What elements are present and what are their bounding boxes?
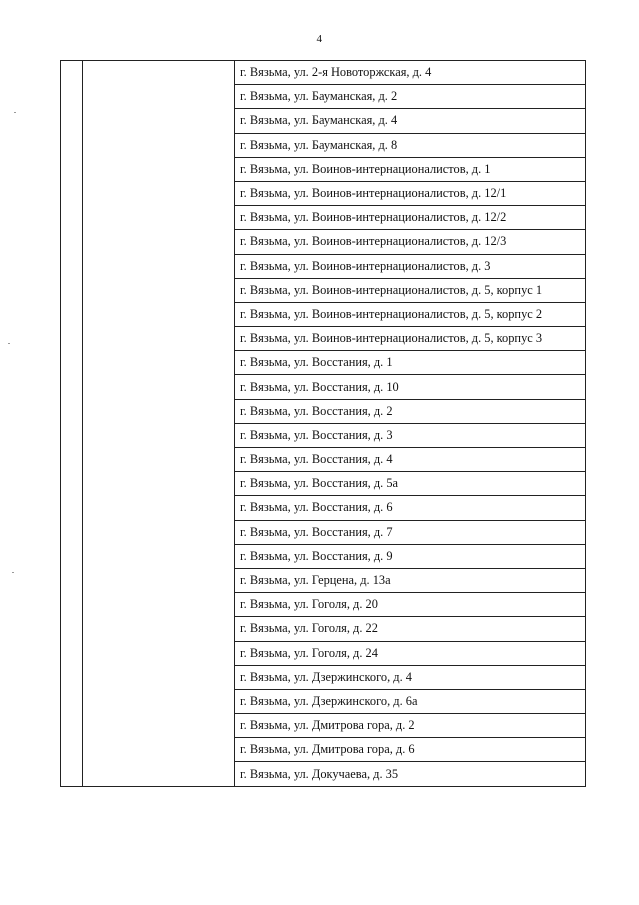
number-cell xyxy=(61,375,83,399)
number-cell xyxy=(61,448,83,472)
table-row xyxy=(61,375,586,399)
number-cell xyxy=(61,61,83,85)
category-cell xyxy=(83,85,235,109)
table-row xyxy=(61,568,586,592)
category-cell xyxy=(83,762,235,786)
table-row xyxy=(61,472,586,496)
category-cell xyxy=(83,593,235,617)
category-cell xyxy=(83,617,235,641)
number-cell xyxy=(61,544,83,568)
address-cell: г. Вязьма, ул. Гоголя, д. 24 xyxy=(235,641,586,665)
address-cell: г. Вязьма, ул. Восстания, д. 3 xyxy=(235,423,586,447)
category-cell xyxy=(83,351,235,375)
category-cell xyxy=(83,544,235,568)
table-row xyxy=(61,181,586,205)
category-cell xyxy=(83,109,235,133)
address-cell: г. Вязьма, ул. Воинов-интернационалистов, д. 3 xyxy=(235,254,586,278)
number-cell xyxy=(61,665,83,689)
category-cell xyxy=(83,641,235,665)
number-cell xyxy=(61,351,83,375)
table-row xyxy=(61,278,586,302)
address-cell: г. Вязьма, ул. Воинов-интернационалистов, д. 12/1 xyxy=(235,181,586,205)
number-cell xyxy=(61,714,83,738)
category-cell xyxy=(83,448,235,472)
address-rows xyxy=(61,61,586,787)
category-cell xyxy=(83,302,235,326)
table-row xyxy=(61,61,586,85)
category-cell xyxy=(83,181,235,205)
table-row xyxy=(61,254,586,278)
number-cell xyxy=(61,278,83,302)
address-cell: г. Вязьма, ул. Дзержинского, д. 4 xyxy=(235,665,586,689)
address-cell: г. Вязьма, ул. Герцена, д. 13а xyxy=(235,568,586,592)
number-cell xyxy=(61,762,83,786)
number-cell xyxy=(61,206,83,230)
address-cell: г. Вязьма, ул. Восстания, д. 7 xyxy=(235,520,586,544)
scan-speck xyxy=(12,572,14,573)
category-cell xyxy=(83,399,235,423)
category-cell xyxy=(83,157,235,181)
table-row xyxy=(61,327,586,351)
address-cell: г. Вязьма, ул. Воинов-интернационалистов, д. 1 xyxy=(235,157,586,181)
category-cell xyxy=(83,738,235,762)
scan-speck xyxy=(8,343,10,344)
table-row xyxy=(61,302,586,326)
address-cell: г. Вязьма, ул. Восстания, д. 4 xyxy=(235,448,586,472)
number-cell xyxy=(61,641,83,665)
table-row xyxy=(61,109,586,133)
table-row xyxy=(61,399,586,423)
number-cell xyxy=(61,109,83,133)
number-cell xyxy=(61,230,83,254)
address-cell: г. Вязьма, ул. Гоголя, д. 20 xyxy=(235,593,586,617)
address-cell: г. Вязьма, ул. Восстания, д. 9 xyxy=(235,544,586,568)
page-number: 4 xyxy=(316,33,323,45)
address-cell: г. Вязьма, ул. Бауманская, д. 2 xyxy=(235,85,586,109)
category-cell xyxy=(83,568,235,592)
category-cell xyxy=(83,375,235,399)
number-cell xyxy=(61,85,83,109)
address-cell: г. Вязьма, ул. Бауманская, д. 8 xyxy=(235,133,586,157)
table-row xyxy=(61,738,586,762)
address-cell: г. Вязьма, ул. Воинов-интернационалистов, д. 5, корпус 3 xyxy=(235,327,586,351)
number-cell xyxy=(61,568,83,592)
address-cell: г. Вязьма, ул. Восстания, д. 2 xyxy=(235,399,586,423)
table-row xyxy=(61,762,586,786)
number-cell xyxy=(61,181,83,205)
number-cell xyxy=(61,254,83,278)
category-cell xyxy=(83,689,235,713)
address-cell: г. Вязьма, ул. 2-я Новоторжская, д. 4 xyxy=(235,61,586,85)
address-cell: г. Вязьма, ул. Воинов-интернационалистов, д. 12/3 xyxy=(235,230,586,254)
address-cell: г. Вязьма, ул. Восстания, д. 6 xyxy=(235,496,586,520)
table-row xyxy=(61,206,586,230)
number-cell xyxy=(61,423,83,447)
category-cell xyxy=(83,206,235,230)
table-row xyxy=(61,157,586,181)
number-cell xyxy=(61,689,83,713)
number-cell xyxy=(61,520,83,544)
table-row xyxy=(61,133,586,157)
address-table xyxy=(60,60,586,787)
address-cell: г. Вязьма, ул. Воинов-интернационалистов, д. 5, корпус 1 xyxy=(235,278,586,302)
address-cell: г. Вязьма, ул. Восстания, д. 1 xyxy=(235,351,586,375)
category-cell xyxy=(83,278,235,302)
number-cell xyxy=(61,302,83,326)
address-cell: г. Вязьма, ул. Дзержинского, д. 6а xyxy=(235,689,586,713)
scan-speck xyxy=(14,112,16,113)
table-row xyxy=(61,85,586,109)
number-cell xyxy=(61,157,83,181)
table-row xyxy=(61,714,586,738)
address-cell: г. Вязьма, ул. Восстания, д. 10 xyxy=(235,375,586,399)
table-row xyxy=(61,689,586,713)
table-row xyxy=(61,230,586,254)
number-cell xyxy=(61,738,83,762)
table-row xyxy=(61,448,586,472)
address-cell: г. Вязьма, ул. Гоголя, д. 22 xyxy=(235,617,586,641)
table-row xyxy=(61,423,586,447)
address-cell: г. Вязьма, ул. Воинов-интернационалистов, д. 12/2 xyxy=(235,206,586,230)
table-row xyxy=(61,617,586,641)
address-cell: г. Вязьма, ул. Дмитрова гора, д. 6 xyxy=(235,738,586,762)
table-row xyxy=(61,496,586,520)
number-cell xyxy=(61,496,83,520)
table-row xyxy=(61,641,586,665)
address-cell: г. Вязьма, ул. Воинов-интернационалистов, д. 5, корпус 2 xyxy=(235,302,586,326)
category-cell xyxy=(83,423,235,447)
category-cell xyxy=(83,133,235,157)
address-cell: г. Вязьма, ул. Восстания, д. 5а xyxy=(235,472,586,496)
table-row xyxy=(61,593,586,617)
number-cell xyxy=(61,327,83,351)
number-cell xyxy=(61,617,83,641)
category-cell xyxy=(83,254,235,278)
address-cell: г. Вязьма, ул. Докучаева, д. 35 xyxy=(235,762,586,786)
category-cell xyxy=(83,496,235,520)
table-row xyxy=(61,520,586,544)
number-cell xyxy=(61,472,83,496)
address-cell: г. Вязьма, ул. Бауманская, д. 4 xyxy=(235,109,586,133)
table-row xyxy=(61,544,586,568)
number-cell xyxy=(61,133,83,157)
number-cell xyxy=(61,399,83,423)
table-row xyxy=(61,351,586,375)
table-row xyxy=(61,665,586,689)
address-cell: г. Вязьма, ул. Дмитрова гора, д. 2 xyxy=(235,714,586,738)
category-cell xyxy=(83,61,235,85)
category-cell xyxy=(83,714,235,738)
category-cell xyxy=(83,665,235,689)
number-cell xyxy=(61,593,83,617)
category-cell xyxy=(83,472,235,496)
category-cell xyxy=(83,327,235,351)
category-cell xyxy=(83,520,235,544)
category-cell xyxy=(83,230,235,254)
